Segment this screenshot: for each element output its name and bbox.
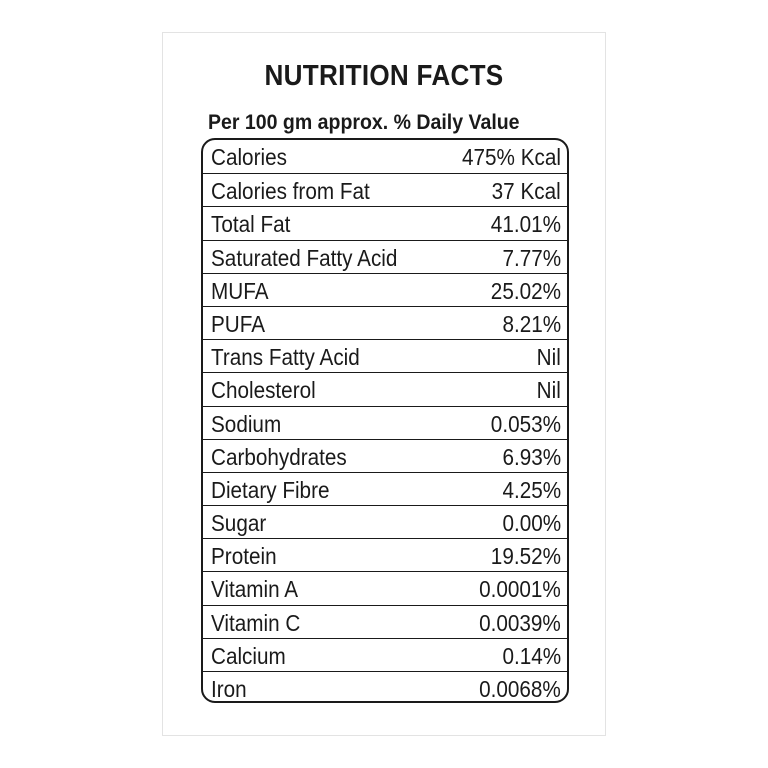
table-row bbox=[203, 439, 567, 472]
nutrient-label: Total Fat bbox=[211, 211, 291, 238]
nutrient-value: 7.77% bbox=[502, 244, 561, 271]
nutrient-label: Vitamin A bbox=[211, 576, 299, 603]
nutrient-label: Protein bbox=[211, 543, 277, 570]
table-row bbox=[203, 571, 567, 604]
table-row bbox=[203, 538, 567, 571]
nutrient-label: Cholesterol bbox=[211, 377, 316, 404]
nutrient-label: Carbohydrates bbox=[211, 443, 347, 470]
nutrient-value: 41.01% bbox=[490, 211, 561, 238]
table-row bbox=[203, 140, 567, 173]
table-row bbox=[203, 472, 567, 505]
nutrient-label: Sodium bbox=[211, 410, 282, 437]
table-row bbox=[203, 372, 567, 405]
nutrient-value: 4.25% bbox=[502, 476, 561, 503]
nutrient-value: 6.93% bbox=[502, 443, 561, 470]
nutrient-value: 37 Kcal bbox=[491, 178, 561, 205]
table-row bbox=[203, 339, 567, 372]
nutrient-label: Sugar bbox=[211, 510, 267, 537]
nutrient-label: Calories bbox=[211, 144, 287, 170]
nutrient-value: 19.52% bbox=[490, 543, 561, 570]
label-subtitle: Per 100 gm approx. % Daily Value bbox=[208, 111, 520, 134]
label-title: NUTRITION FACTS bbox=[264, 60, 504, 92]
table-row bbox=[203, 206, 567, 239]
nutrient-value: 0.053% bbox=[490, 410, 561, 437]
nutrient-label: Vitamin C bbox=[211, 609, 301, 636]
nutrient-value: Nil bbox=[536, 344, 561, 371]
nutrient-label: Saturated Fatty Acid bbox=[211, 244, 398, 271]
nutrient-label: Calories from Fat bbox=[211, 178, 370, 205]
nutrient-label: Calcium bbox=[211, 642, 286, 669]
table-row bbox=[203, 605, 567, 638]
nutrient-value: 25.02% bbox=[490, 277, 561, 304]
nutrient-value: 0.0001% bbox=[479, 576, 561, 603]
nutrient-value: 0.0039% bbox=[479, 609, 561, 636]
table-row bbox=[203, 240, 567, 273]
nutrient-value: 0.0068% bbox=[479, 676, 561, 702]
nutrient-value: 8.21% bbox=[502, 310, 561, 337]
nutrient-value: 0.00% bbox=[502, 510, 561, 537]
table-row bbox=[203, 306, 567, 339]
nutrient-label: MUFA bbox=[211, 277, 269, 304]
nutrient-label: Dietary Fibre bbox=[211, 476, 330, 503]
table-row bbox=[203, 273, 567, 306]
nutrient-label: Trans Fatty Acid bbox=[211, 344, 360, 371]
nutrient-value: 475% Kcal bbox=[462, 144, 561, 170]
nutrient-label: Iron bbox=[211, 676, 247, 702]
nutrient-label: PUFA bbox=[211, 310, 266, 337]
table-row bbox=[203, 671, 567, 703]
nutrition-table bbox=[201, 138, 569, 703]
table-row bbox=[203, 406, 567, 439]
nutrient-value: Nil bbox=[536, 377, 561, 404]
table-row bbox=[203, 173, 567, 206]
nutrient-value: 0.14% bbox=[502, 642, 561, 669]
table-row bbox=[203, 505, 567, 538]
table-row bbox=[203, 638, 567, 671]
